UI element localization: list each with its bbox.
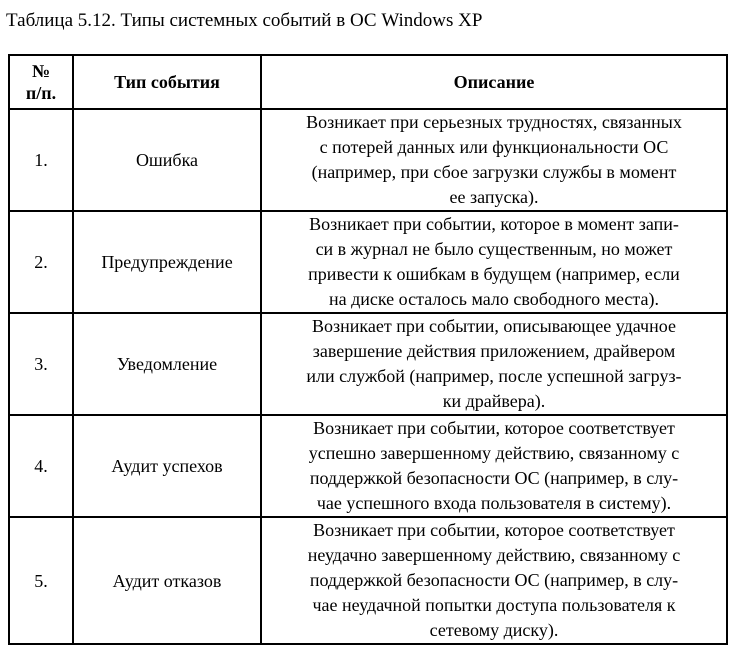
header-event-type: Тип события — [73, 55, 261, 109]
row-number: 5. — [9, 517, 73, 644]
event-type: Предупреждение — [73, 211, 261, 313]
event-description — [261, 211, 727, 313]
row-number: 2. — [9, 211, 73, 313]
description-line: поддержкой безопасности ОС (например, в слу- — [309, 468, 679, 488]
table-row — [9, 109, 727, 211]
description-line: привести к ошибкам в будущем (например, если — [308, 264, 680, 284]
description-line: или службой (например, после успешной загруз- — [306, 366, 682, 386]
header-number-line2: п/п. — [25, 83, 57, 103]
description-line: Возникает при событии, которое соответствует — [313, 520, 675, 540]
table-header-row — [9, 55, 727, 109]
table-row — [9, 415, 727, 517]
description-line: (например, при сбое загрузки службы в момент — [311, 162, 677, 182]
description-line: неудачно завершенному действию, связанному с — [307, 545, 681, 565]
event-type: Аудит успехов — [73, 415, 261, 517]
description-line: завершение действия приложением, драйвером — [312, 341, 676, 361]
description-line: Возникает при серьезных трудностях, связанных — [306, 112, 682, 132]
description-line: Возникает при событии, которое в момент запи- — [309, 214, 679, 234]
row-number: 3. — [9, 313, 73, 415]
description-line: поддержкой безопасности ОС (например, в слу- — [309, 570, 679, 590]
row-number: 4. — [9, 415, 73, 517]
header-description: Описание — [261, 55, 727, 109]
description-line: ки драйвера). — [442, 391, 546, 411]
event-types-table — [8, 54, 728, 645]
description-line: ее запуска). — [449, 187, 539, 207]
description-line: чае успешного входа пользователя в систему). — [316, 493, 672, 513]
event-description — [261, 313, 727, 415]
event-type: Уведомление — [73, 313, 261, 415]
row-number: 1. — [9, 109, 73, 211]
table-row — [9, 211, 727, 313]
table-caption: Таблица 5.12. Типы системных событий в ОС Windows XP — [6, 10, 483, 31]
header-number — [9, 55, 73, 109]
description-line: успешно завершенному действию, связанному с — [308, 443, 680, 463]
event-type: Ошибка — [73, 109, 261, 211]
description-line: Возникает при событии, описывающее удачное — [312, 316, 676, 336]
event-type: Аудит отказов — [73, 517, 261, 644]
event-description — [261, 109, 727, 211]
description-line: сетевому диску). — [429, 620, 559, 640]
header-number-line1: № — [31, 61, 51, 81]
event-description — [261, 415, 727, 517]
table-row — [9, 313, 727, 415]
event-description — [261, 517, 727, 644]
description-line: Возникает при событии, которое соответствует — [313, 418, 675, 438]
table-row — [9, 517, 727, 644]
description-line: чае неудачной попытки доступа пользователя к — [312, 595, 676, 615]
description-line: на диске осталось мало свободного места). — [328, 289, 659, 309]
description-line: си в журнал не было существенным, но может — [315, 239, 673, 259]
description-line: с потерей данных или функциональности ОС — [319, 137, 669, 157]
